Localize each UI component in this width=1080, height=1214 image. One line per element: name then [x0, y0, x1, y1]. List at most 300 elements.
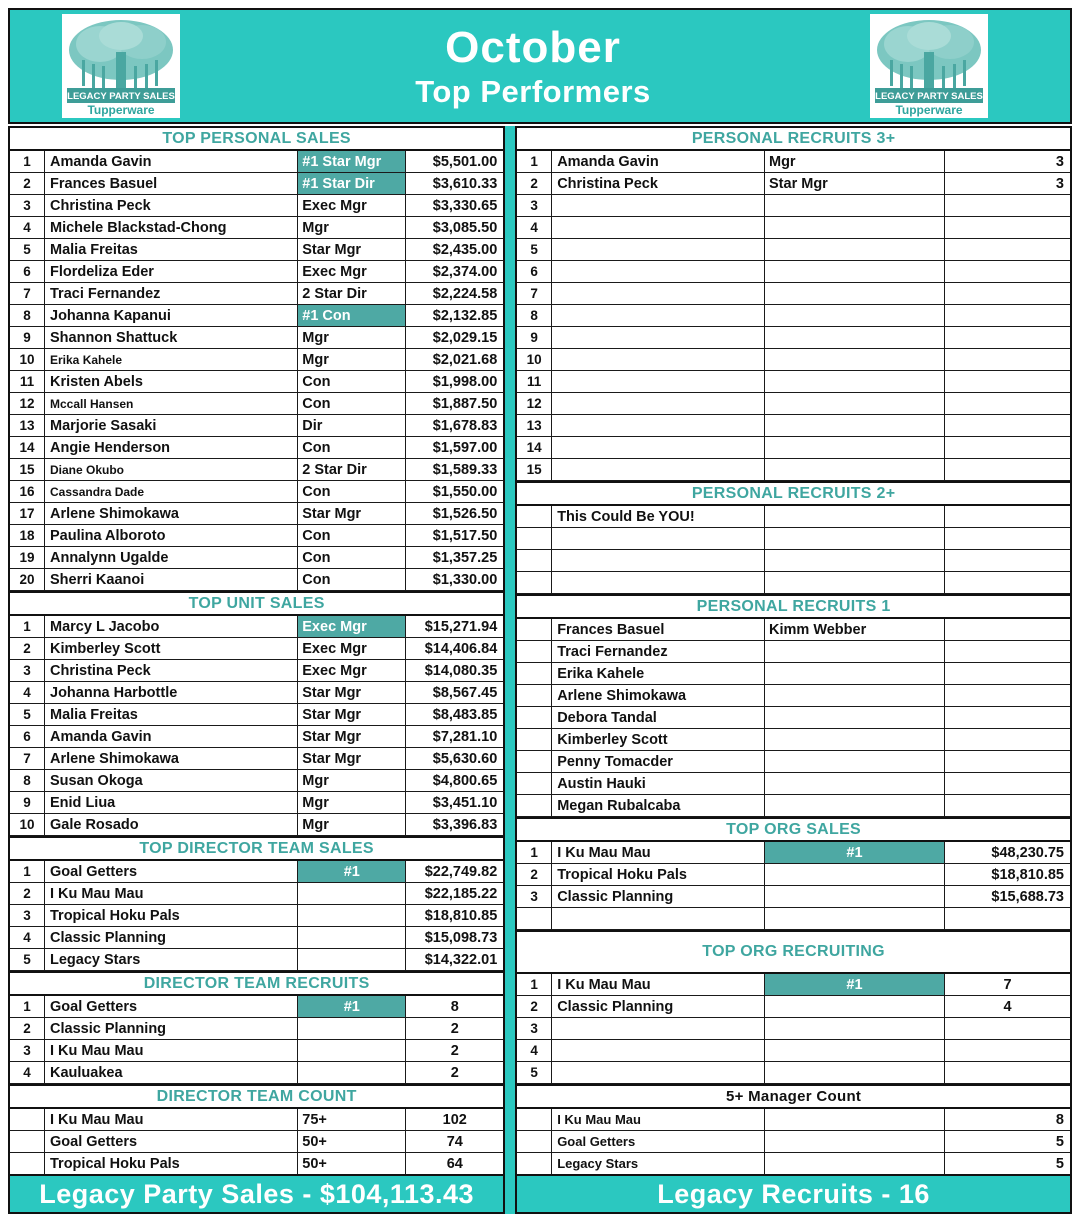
- rank-cell: [10, 1109, 45, 1130]
- value-cell: $2,021.68: [432, 351, 498, 368]
- rank-cell: 1: [10, 996, 45, 1017]
- name-cell: Cassandra Dade: [45, 481, 298, 502]
- rank-cell: 9: [517, 327, 552, 348]
- name-cell: [552, 371, 765, 392]
- table-row: [517, 729, 1070, 751]
- name-cell: Kauluakea: [45, 1062, 298, 1083]
- table-row: [517, 619, 1070, 641]
- value-cell: $15,688.73: [991, 888, 1064, 905]
- value-cell: $8,567.45: [432, 684, 498, 701]
- title-cell: Exec Mgr: [298, 261, 406, 282]
- table-row: [517, 707, 1070, 729]
- title-cell: [765, 707, 945, 728]
- value-cell: $1,998.00: [432, 373, 498, 390]
- value-cell: [945, 528, 1070, 549]
- name-cell: [552, 572, 765, 593]
- value-cell: $15,271.94: [424, 618, 498, 635]
- table-row: [517, 327, 1070, 349]
- rank-cell: 4: [10, 217, 45, 238]
- table-row: [10, 726, 503, 748]
- rank-cell: 13: [517, 415, 552, 436]
- rank-cell: 9: [10, 327, 45, 348]
- table-row: [517, 195, 1070, 217]
- table-row: [10, 371, 503, 393]
- title-cell: [298, 1062, 406, 1083]
- table-row: [517, 641, 1070, 663]
- name-cell: Christina Peck: [552, 173, 765, 194]
- rank-cell: 5: [10, 949, 45, 970]
- value-cell: 7: [1003, 976, 1012, 993]
- right-total-banner: Legacy Recruits - 16: [517, 1174, 1070, 1212]
- title-cell: Star Mgr: [765, 173, 945, 194]
- value-cell: [945, 707, 1070, 728]
- value-cell: $1,517.50: [432, 527, 498, 544]
- table-row: [10, 569, 503, 591]
- table-row: [517, 371, 1070, 393]
- rank-cell: 5: [10, 704, 45, 725]
- table-row: [517, 908, 1070, 930]
- title-cell: [765, 685, 945, 706]
- name-cell: [552, 1040, 765, 1061]
- table-row: [517, 393, 1070, 415]
- name-cell: Paulina Alboroto: [45, 525, 298, 546]
- value-cell: [945, 415, 1070, 436]
- section-header: TOP PERSONAL SALES: [10, 128, 503, 151]
- title-cell: [765, 641, 945, 662]
- table-row: [517, 1109, 1070, 1131]
- value-cell: [945, 239, 1070, 260]
- title-cell: [298, 927, 406, 948]
- rank-cell: [517, 707, 552, 728]
- name-cell: Goal Getters: [45, 1131, 298, 1152]
- right-sections: [517, 128, 1070, 1174]
- title-cell: [765, 305, 945, 326]
- value-cell: 8: [1055, 1111, 1064, 1128]
- value-cell: $1,550.00: [432, 483, 498, 500]
- value-cell: 2: [450, 1020, 459, 1037]
- title-cell: 75+: [298, 1109, 406, 1130]
- name-cell: Erika Kahele: [552, 663, 765, 684]
- title-cell: [765, 1153, 945, 1174]
- name-cell: [552, 261, 765, 282]
- value-cell: $1,357.25: [432, 549, 498, 566]
- table-row: [10, 814, 503, 836]
- title-cell: #1 Star Mgr: [298, 151, 406, 172]
- value-cell: [945, 261, 1070, 282]
- title-cell: #1: [765, 974, 945, 995]
- name-cell: Flordeliza Eder: [45, 261, 298, 282]
- name-cell: Sherri Kaanoi: [45, 569, 298, 590]
- value-cell: [945, 1018, 1070, 1039]
- title-cell: [765, 1131, 945, 1152]
- table-row: [10, 792, 503, 814]
- title-cell: [765, 459, 945, 480]
- rank-cell: 8: [10, 305, 45, 326]
- value-cell: [945, 217, 1070, 238]
- value-cell: $3,451.10: [432, 794, 498, 811]
- logo-brand-text: Tupperware: [895, 103, 963, 117]
- rank-cell: 3: [517, 195, 552, 216]
- title-cell: [765, 327, 945, 348]
- rank-cell: 4: [517, 1040, 552, 1061]
- report-body: [8, 126, 1072, 1214]
- table-row: [517, 217, 1070, 239]
- name-cell: Penny Tomacder: [552, 751, 765, 772]
- title-cell: Star Mgr: [298, 704, 406, 725]
- table-row: [10, 239, 503, 261]
- divider-strip: [505, 126, 515, 1214]
- rank-cell: [517, 572, 552, 593]
- value-cell: 102: [442, 1111, 467, 1128]
- table-row: [517, 1018, 1070, 1040]
- value-cell: 3: [1055, 175, 1064, 192]
- value-cell: $15,098.73: [424, 929, 498, 946]
- table-row: [10, 437, 503, 459]
- value-cell: [945, 506, 1070, 527]
- name-cell: I Ku Mau Mau: [552, 1109, 765, 1130]
- table-row: [10, 1131, 503, 1153]
- title-cell: [765, 773, 945, 794]
- name-cell: Goal Getters: [45, 996, 298, 1017]
- section-header: DIRECTOR TEAM COUNT: [10, 1084, 503, 1109]
- rank-cell: 2: [517, 996, 552, 1017]
- title-cell: Exec Mgr: [298, 660, 406, 681]
- name-cell: [552, 217, 765, 238]
- rank-cell: 2: [517, 173, 552, 194]
- title-cell: Con: [298, 437, 406, 458]
- table-row: [10, 861, 503, 883]
- value-cell: [945, 908, 1070, 929]
- rank-cell: 5: [10, 239, 45, 260]
- rank-cell: 2: [10, 173, 45, 194]
- title-cell: [765, 217, 945, 238]
- rank-cell: 3: [517, 1018, 552, 1039]
- title-cell: [765, 663, 945, 684]
- logo-brand-text: Tupperware: [87, 103, 155, 117]
- value-cell: $2,374.00: [432, 263, 498, 280]
- title-cell: [765, 908, 945, 929]
- table-row: [517, 1131, 1070, 1153]
- title-cell: #1: [298, 996, 406, 1017]
- section-header: TOP DIRECTOR TEAM SALES: [10, 836, 503, 861]
- name-cell: Classic Planning: [552, 886, 765, 907]
- title-cell: [765, 371, 945, 392]
- rank-cell: 6: [10, 726, 45, 747]
- value-cell: 2: [450, 1064, 459, 1081]
- title-cell: Mgr: [298, 217, 406, 238]
- table-row: [10, 905, 503, 927]
- value-cell: $3,085.50: [432, 219, 498, 236]
- name-cell: [552, 195, 765, 216]
- table-row: [10, 525, 503, 547]
- value-cell: $14,080.35: [424, 662, 498, 679]
- name-cell: Erika Kahele: [45, 349, 298, 370]
- name-cell: Traci Fernandez: [552, 641, 765, 662]
- legacy-party-sales-logo: [870, 14, 988, 118]
- title-cell: Con: [298, 481, 406, 502]
- value-cell: [945, 751, 1070, 772]
- rank-cell: [517, 751, 552, 772]
- rank-cell: [10, 1153, 45, 1174]
- table-row: [517, 842, 1070, 864]
- rank-cell: 20: [10, 569, 45, 590]
- section-header: TOP ORG RECRUITING: [517, 930, 1070, 974]
- name-cell: [552, 459, 765, 480]
- report-month-title: October: [445, 22, 621, 72]
- left-total-banner: Legacy Party Sales - $104,113.43: [10, 1174, 503, 1212]
- rank-cell: [517, 795, 552, 816]
- table-row: [10, 283, 503, 305]
- rank-cell: 1: [10, 151, 45, 172]
- title-cell: [765, 751, 945, 772]
- table-row: [10, 459, 503, 481]
- table-row: [517, 437, 1070, 459]
- rank-cell: 2: [10, 1018, 45, 1039]
- rank-cell: 5: [517, 1062, 552, 1083]
- name-cell: Goal Getters: [552, 1131, 765, 1152]
- title-cell: Con: [298, 525, 406, 546]
- value-cell: [945, 550, 1070, 571]
- title-cell: [298, 905, 406, 926]
- value-cell: [945, 619, 1070, 640]
- name-cell: [552, 908, 765, 929]
- name-cell: Susan Okoga: [45, 770, 298, 791]
- rank-cell: 1: [517, 842, 552, 863]
- value-cell: $1,887.50: [432, 395, 498, 412]
- table-row: [517, 1153, 1070, 1174]
- title-cell: Con: [298, 547, 406, 568]
- name-cell: Classic Planning: [552, 996, 765, 1017]
- section-header: TOP UNIT SALES: [10, 591, 503, 616]
- title-cell: [765, 864, 945, 885]
- value-cell: 2: [450, 1042, 459, 1059]
- title-cell: #1: [298, 861, 406, 882]
- rank-cell: 3: [10, 905, 45, 926]
- value-cell: [945, 641, 1070, 662]
- table-row: [10, 660, 503, 682]
- title-cell: [765, 1062, 945, 1083]
- table-row: [517, 773, 1070, 795]
- title-cell: [765, 393, 945, 414]
- rank-cell: [517, 773, 552, 794]
- name-cell: Amanda Gavin: [45, 151, 298, 172]
- name-cell: Amanda Gavin: [45, 726, 298, 747]
- value-cell: [945, 327, 1070, 348]
- name-cell: Marjorie Sasaki: [45, 415, 298, 436]
- title-cell: [765, 1040, 945, 1061]
- rank-cell: 2: [10, 638, 45, 659]
- table-row: [517, 283, 1070, 305]
- title-cell: Exec Mgr: [298, 638, 406, 659]
- rank-cell: [517, 641, 552, 662]
- left-sections: [10, 128, 503, 1174]
- title-cell: [298, 1018, 406, 1039]
- section-header: 5+ Manager Count: [517, 1084, 1070, 1109]
- title-cell: [765, 572, 945, 593]
- title-cell: [765, 506, 945, 527]
- name-cell: Tropical Hoku Pals: [45, 905, 298, 926]
- rank-cell: 12: [517, 393, 552, 414]
- value-cell: $14,406.84: [424, 640, 498, 657]
- title-cell: [765, 437, 945, 458]
- rank-cell: 10: [10, 349, 45, 370]
- table-row: [517, 886, 1070, 908]
- table-row: [517, 151, 1070, 173]
- value-cell: $2,132.85: [432, 307, 498, 324]
- name-cell: Angie Henderson: [45, 437, 298, 458]
- value-cell: [945, 773, 1070, 794]
- title-cell: Kimm Webber: [765, 619, 945, 640]
- rank-cell: [517, 506, 552, 527]
- name-cell: Michele Blackstad-Chong: [45, 217, 298, 238]
- name-cell: [552, 239, 765, 260]
- title-cell: [765, 239, 945, 260]
- table-row: [517, 864, 1070, 886]
- name-cell: [552, 528, 765, 549]
- rank-cell: 6: [517, 261, 552, 282]
- table-row: [10, 327, 503, 349]
- rank-cell: [517, 1131, 552, 1152]
- value-cell: $18,810.85: [424, 907, 498, 924]
- name-cell: Arlene Shimokawa: [45, 503, 298, 524]
- title-cell: Con: [298, 371, 406, 392]
- value-cell: [945, 795, 1070, 816]
- title-cell: Mgr: [298, 770, 406, 791]
- name-cell: Kimberley Scott: [45, 638, 298, 659]
- name-cell: Amanda Gavin: [552, 151, 765, 172]
- section-header: PERSONAL RECRUITS 2+: [517, 481, 1070, 506]
- title-cell: Mgr: [298, 349, 406, 370]
- title-cell: Mgr: [298, 792, 406, 813]
- rank-cell: 3: [10, 195, 45, 216]
- rank-cell: 3: [10, 1040, 45, 1061]
- title-cell: [765, 195, 945, 216]
- name-cell: [552, 1018, 765, 1039]
- name-cell: Marcy L Jacobo: [45, 616, 298, 637]
- name-cell: [552, 305, 765, 326]
- title-cell: #1 Con: [298, 305, 406, 326]
- table-row: [10, 949, 503, 971]
- value-cell: $14,322.01: [424, 951, 498, 968]
- value-cell: [945, 1062, 1070, 1083]
- name-cell: Mccall Hansen: [45, 393, 298, 414]
- table-row: [10, 393, 503, 415]
- value-cell: [945, 685, 1070, 706]
- value-cell: [945, 459, 1070, 480]
- logo-band-text: LEGACY PARTY SALES: [875, 91, 983, 102]
- rank-cell: 6: [10, 261, 45, 282]
- rank-cell: 1: [10, 616, 45, 637]
- rank-cell: 7: [10, 283, 45, 304]
- value-cell: $2,029.15: [432, 329, 498, 346]
- table-row: [517, 1062, 1070, 1084]
- name-cell: [552, 1062, 765, 1083]
- title-cell: Star Mgr: [298, 726, 406, 747]
- section-header: DIRECTOR TEAM RECRUITS: [10, 971, 503, 996]
- rank-cell: 7: [517, 283, 552, 304]
- table-row: [10, 1109, 503, 1131]
- name-cell: Classic Planning: [45, 1018, 298, 1039]
- title-cell: [765, 528, 945, 549]
- table-row: [517, 685, 1070, 707]
- title-cell: Star Mgr: [298, 682, 406, 703]
- name-cell: This Could Be YOU!: [552, 506, 765, 527]
- rank-cell: 3: [10, 660, 45, 681]
- section-header: PERSONAL RECRUITS 1: [517, 594, 1070, 619]
- value-cell: $8,483.85: [432, 706, 498, 723]
- value-cell: [945, 663, 1070, 684]
- table-row: [517, 974, 1070, 996]
- table-row: [517, 550, 1070, 572]
- rank-cell: 1: [10, 861, 45, 882]
- table-row: [10, 481, 503, 503]
- name-cell: Arlene Shimokawa: [45, 748, 298, 769]
- table-row: [10, 927, 503, 949]
- name-cell: Diane Okubo: [45, 459, 298, 480]
- table-row: [517, 751, 1070, 773]
- rank-cell: [517, 729, 552, 750]
- rank-cell: [10, 1131, 45, 1152]
- value-cell: $22,749.82: [424, 863, 498, 880]
- rank-cell: 5: [517, 239, 552, 260]
- rank-cell: 14: [517, 437, 552, 458]
- value-cell: [945, 305, 1070, 326]
- rank-cell: 14: [10, 437, 45, 458]
- table-row: [517, 239, 1070, 261]
- title-cell: [298, 1040, 406, 1061]
- table-row: [10, 261, 503, 283]
- rank-cell: 15: [10, 459, 45, 480]
- table-row: [10, 704, 503, 726]
- rank-cell: 4: [10, 682, 45, 703]
- name-cell: [552, 393, 765, 414]
- value-cell: $1,330.00: [432, 571, 498, 588]
- name-cell: I Ku Mau Mau: [45, 1109, 298, 1130]
- title-cell: Mgr: [298, 327, 406, 348]
- rank-cell: 2: [517, 864, 552, 885]
- table-row: [10, 638, 503, 660]
- table-row: [10, 1153, 503, 1174]
- name-cell: Christina Peck: [45, 195, 298, 216]
- rank-cell: [517, 663, 552, 684]
- name-cell: [552, 415, 765, 436]
- value-cell: $2,435.00: [432, 241, 498, 258]
- table-row: [517, 415, 1070, 437]
- title-cell: [298, 883, 406, 904]
- name-cell: Johanna Kapanui: [45, 305, 298, 326]
- rank-cell: 4: [517, 217, 552, 238]
- name-cell: Traci Fernandez: [45, 283, 298, 304]
- title-cell: [765, 261, 945, 282]
- name-cell: Malia Freitas: [45, 239, 298, 260]
- value-cell: $18,810.85: [991, 866, 1064, 883]
- table-row: [517, 173, 1070, 195]
- value-cell: [945, 371, 1070, 392]
- left-results-table: [8, 126, 505, 1214]
- value-cell: 3: [1055, 153, 1064, 170]
- report-subtitle: Top Performers: [415, 73, 651, 109]
- title-cell: 2 Star Dir: [298, 283, 406, 304]
- name-cell: [552, 550, 765, 571]
- title-cell: Exec Mgr: [298, 616, 406, 637]
- rank-cell: 1: [517, 974, 552, 995]
- table-row: [10, 616, 503, 638]
- table-row: [517, 1040, 1070, 1062]
- value-cell: [945, 572, 1070, 593]
- title-cell: #1 Star Dir: [298, 173, 406, 194]
- table-row: [10, 503, 503, 525]
- rank-cell: 19: [10, 547, 45, 568]
